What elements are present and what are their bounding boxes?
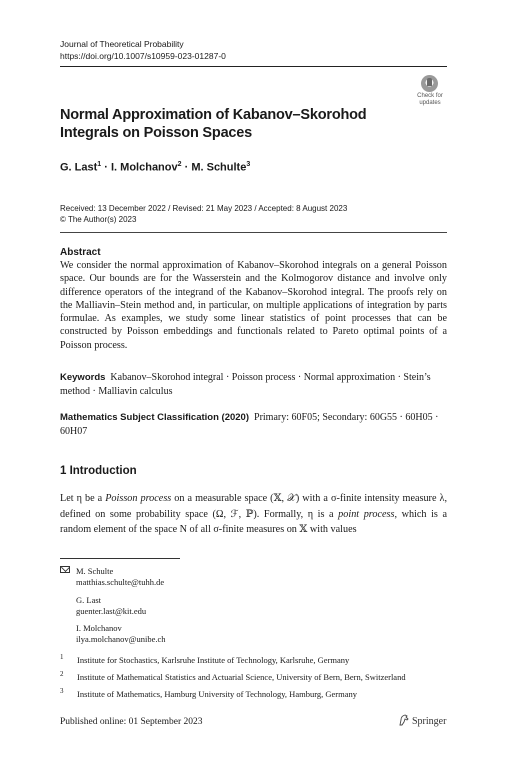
- author-affil-sup: 2: [177, 161, 182, 168]
- affiliation-text: Institute of Mathematical Statistics and Actuarial Science, University of Bern, Bern, Switzerland: [77, 672, 406, 682]
- footnote-rule: [60, 558, 180, 559]
- envelope-icon: [60, 566, 70, 573]
- section-heading-introduction: 1 Introduction: [60, 465, 137, 477]
- affiliation-text: Institute of Mathematics, Hamburg University of Technology, Hamburg, Germany: [77, 689, 358, 699]
- contact-name: G. Last: [76, 595, 102, 605]
- intro-text: , which is a random element of the space N of all σ-finite measures on 𝕏 with values: [60, 508, 447, 535]
- springer-horse-icon: [398, 714, 410, 726]
- dates-line: Received: 13 December 2022 / Revised: 21 May 2023 / Accepted: 8 August 2023: [60, 204, 348, 213]
- msc-text: Primary: 60F05; Secondary: 60G55 · 60H05 · 60H07: [60, 412, 439, 437]
- contact-entry: [76, 566, 164, 588]
- contact-email[interactable]: ilya.molchanov@unibe.ch: [76, 634, 166, 644]
- publisher-name: Springer: [412, 716, 447, 727]
- contact-name: I. Molchanov: [76, 623, 122, 633]
- keywords-text: Kabanov–Skorohod integral · Poisson process · Normal approximation · Stein’s method · Malliavin calculus: [60, 372, 431, 397]
- paper-title: Normal Approximation of Kabanov–Skorohod Integrals on Poisson Spaces: [60, 107, 367, 141]
- intro-term: point process: [338, 508, 395, 520]
- crossmark-icon: [421, 75, 438, 92]
- intro-term: Poisson process: [105, 493, 172, 504]
- msc-classification: [60, 411, 447, 438]
- affiliation-number: 1: [60, 653, 64, 661]
- header-rule: [60, 66, 447, 67]
- check-for-updates-badge[interactable]: [412, 74, 448, 108]
- abstract-heading: Abstract: [60, 247, 101, 258]
- article-dates: [60, 203, 347, 225]
- contact-email[interactable]: guenter.last@kit.edu: [76, 606, 147, 616]
- msc-label: Mathematics Subject Classification (2020): [60, 412, 250, 423]
- keywords: [60, 371, 447, 398]
- intro-text: Let η be a: [60, 493, 106, 504]
- abstract-text: We consider the normal approximation of Kabanov–Skorohod integrals on a general Poisson space. Our bounds are for the Wasserstein and the Kolmogorov distance and involve only difference operators of the integrand of the Kabanov–Skorohod integral. The proofs rely on the Malliavin–Stein method and, in particular, on multiple applications of integration by parts formulae. As examples, we study some linear statistics of point processes that can be constructed by Poisson embeddings and functionals related to Pareto optimal points of a Poisson process.: [60, 260, 447, 351]
- contact-entry: [76, 595, 146, 617]
- badge-line-1: Check for: [417, 93, 443, 99]
- publisher-logo: [398, 714, 446, 727]
- doi-link[interactable]: https://doi.org/10.1007/s10959-023-01287-0: [60, 51, 226, 61]
- author-name: I. Molchanov: [111, 161, 178, 174]
- author-name: M. Schulte: [191, 161, 247, 174]
- badge-line-2: updates: [419, 100, 441, 106]
- author-affil-sup: 3: [246, 161, 251, 168]
- contact-email[interactable]: matthias.schulte@tuhh.de: [76, 577, 165, 587]
- keywords-label: Keywords: [60, 372, 106, 383]
- copyright-line: © The Author(s) 2023: [60, 215, 137, 224]
- contact-entry: [76, 623, 166, 645]
- affiliation-text: Institute for Stochastics, Karlsruhe Institute of Technology, Karlsruhe, Germany: [77, 655, 350, 665]
- affiliation-number: 3: [60, 687, 64, 695]
- intro-text: on a measurable space (𝕏, 𝒳) with a σ-finite intensity measure λ, defined on some probability space (Ω, ℱ, ℙ). Formally, η is a: [60, 493, 447, 520]
- author-affil-sup: 1: [97, 161, 102, 168]
- author-list: G. Last$^1$ · I. Molchanov$^2$ · M. Schulte$^3$: [60, 161, 251, 174]
- affiliation-number: 2: [60, 670, 64, 678]
- introduction-paragraph: [60, 491, 447, 538]
- author-name: G. Last: [60, 161, 98, 174]
- published-online: Published online: 01 September 2023: [60, 717, 203, 727]
- abstract-rule: [60, 232, 447, 233]
- journal-header: [60, 38, 226, 62]
- journal-name: Journal of Theoretical Probability: [60, 39, 184, 49]
- contact-name: M. Schulte: [76, 566, 114, 576]
